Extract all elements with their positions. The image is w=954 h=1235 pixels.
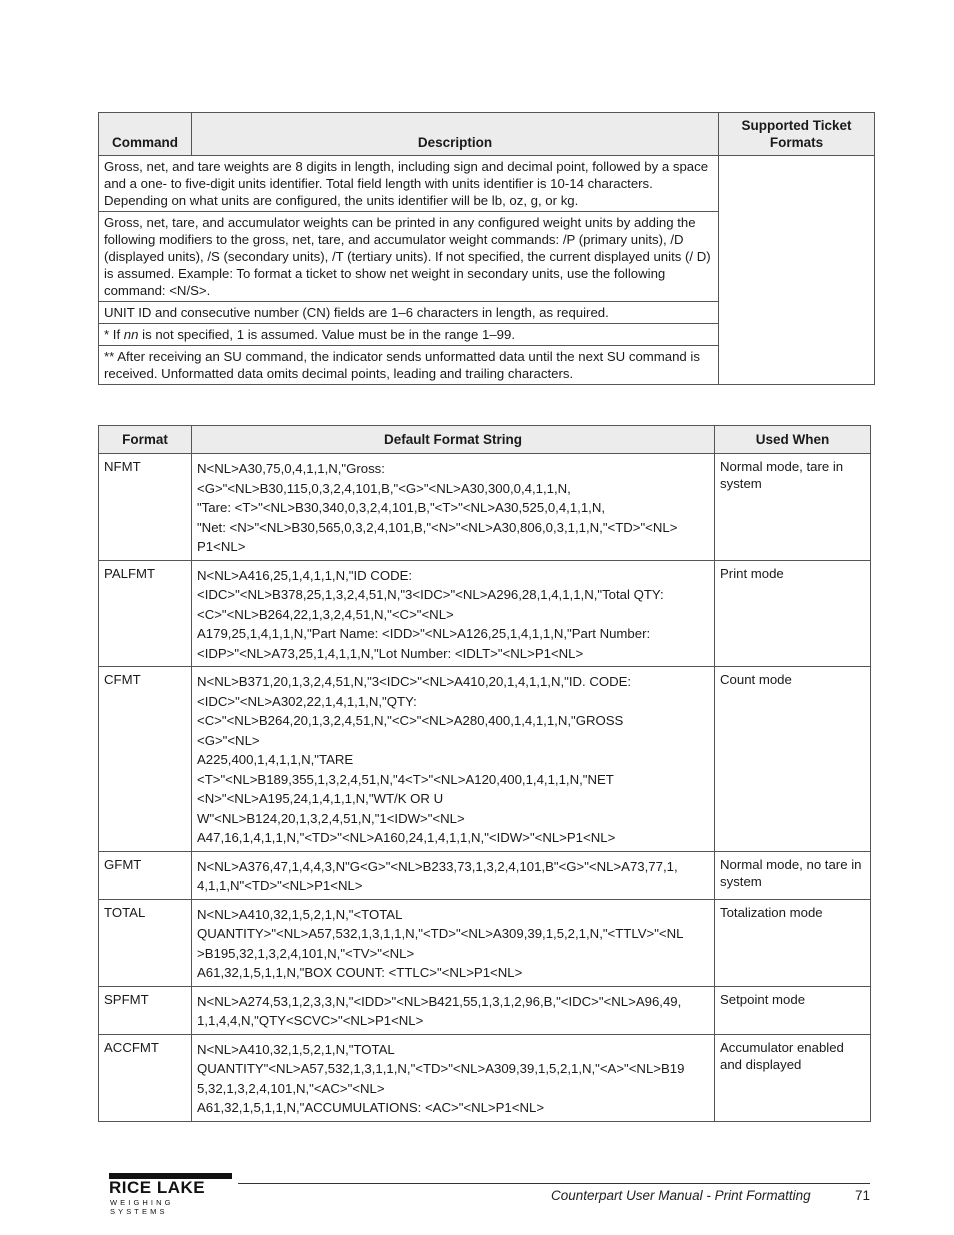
format-name: ACCFMT	[99, 1034, 192, 1121]
format-string-line: P1<NL>	[197, 539, 246, 554]
format-string-line: N<NL>A416,25,1,4,1,1,N,"ID CODE:	[197, 567, 413, 583]
table-row	[99, 667, 871, 852]
format-used-when: Normal mode, no tare in system	[715, 851, 871, 899]
format-string-line: N<NL>A30,75,0,4,1,1,N,"Gross:	[197, 461, 385, 476]
footer-divider	[238, 1183, 870, 1184]
header-format: Format	[99, 426, 192, 454]
formats-header-row	[99, 426, 871, 454]
header-supported-formats	[719, 113, 875, 156]
rice-lake-logo	[109, 1173, 235, 1216]
format-string-line: <N>"<NL>A195,24,1,4,1,1,N,"WT/K OR U	[197, 791, 444, 806]
format-string-line: N<NL>B371,20,1,3,2,4,51,N,"3<IDC>"<NL>A410,20,1,4,1,1,N,"ID. CODE:	[197, 674, 632, 689]
formats-body	[99, 454, 871, 1122]
format-string	[192, 1034, 715, 1121]
header-used-when: Used When	[715, 426, 871, 454]
format-used-when: Normal mode, tare in system	[715, 454, 871, 561]
format-string-line: 5,32,1,3,2,4,101,N,"<AC>"<NL>	[197, 1080, 385, 1096]
format-string-line: A47,16,1,4,1,1,N,"<TD>"<NL>A160,24,1,4,1,1,N,"<IDW>"<NL>P1<NL>	[197, 830, 616, 845]
format-name: TOTAL	[99, 899, 192, 986]
format-string-line: A179,25,1,4,1,1,N,"Part Name: <IDD>"<NL>A126,25,1,4,1,1,N,"Part Number:	[197, 626, 651, 641]
header-command: Command	[99, 113, 192, 156]
note-nn-prefix: * If	[104, 327, 124, 342]
format-string-line: <C>"<NL>B264,22,1,3,2,4,51,N,"<C>"<NL>	[197, 606, 454, 622]
format-string	[192, 851, 715, 899]
format-string-line: QUANTITY>"<NL>A57,532,1,3,1,1,N,"<TD>"<NL>A309,39,1,5,2,1,N,"<TTLV>"<NL	[197, 926, 684, 941]
format-string-line: N<NL>A274,53,1,2,3,3,N,"<IDD>"<NL>B421,55,1,3,1,2,96,B,"<IDC>"<NL>A96,49,	[197, 993, 682, 1009]
format-name: NFMT	[99, 454, 192, 561]
format-name: SPFMT	[99, 986, 192, 1034]
format-string-line: <IDC>"<NL>A302,22,1,4,1,1,N,"QTY:	[197, 693, 417, 709]
note-unit-id: UNIT ID and consecutive number (CN) fields are 1–6 characters in length, as required.	[99, 302, 719, 324]
format-string-line: N<NL>A410,32,1,5,2,1,N,"TOTAL	[197, 1041, 395, 1057]
format-string	[192, 560, 715, 667]
table-row	[99, 1034, 871, 1121]
format-used-when: Totalization mode	[715, 899, 871, 986]
format-used-when: Setpoint mode	[715, 986, 871, 1034]
page-footer	[0, 1170, 954, 1220]
format-string-line: <C>"<NL>B264,20,1,3,2,4,51,N,"<C>"<NL>A280,400,1,4,1,1,N,"GROSS	[197, 713, 624, 728]
format-string	[192, 899, 715, 986]
format-string-line: <IDC>"<NL>B378,25,1,3,2,4,51,N,"3<IDC>"<NL>A296,28,1,4,1,1,N,"Total QTY:	[197, 587, 664, 602]
table-row	[99, 851, 871, 899]
format-string-line: A61,32,1,5,1,1,N,"ACCUMULATIONS: <AC>"<NL>P1<NL>	[197, 1100, 545, 1115]
note-weight-length: Gross, net, and tare weights are 8 digits in length, including sign and decimal point, followed by a space and a one- to five-digit units identifier. Total field length with units identifier is 10-14 characters. Depending on what units are configured, the units identifier will be lb, oz, g, or kg.	[99, 156, 719, 212]
commands-header-row	[99, 113, 875, 156]
format-string	[192, 454, 715, 561]
page-number: 71	[855, 1188, 871, 1203]
note-nn-italic: nn	[123, 327, 139, 342]
note-nn	[99, 324, 719, 346]
format-string-line: QUANTITY"<NL>A57,532,1,3,1,1,N,"<TD>"<NL>A309,39,1,5,2,1,N,"<A>"<NL>B19	[197, 1061, 685, 1076]
table-row	[99, 454, 871, 561]
format-name: GFMT	[99, 851, 192, 899]
note-weight-units: Gross, net, tare, and accumulator weights can be printed in any configured weight units by adding the following modifiers to the gross, net, tare, and accumulator weight commands: /P (primary units), /D (displayed units), /S (secondary units), /T (tertiary units). If not specified, the current displayed units (/ D) is assumed. Example: To format a ticket to show net weight in secondary units, use the following command: <N/S>.	[99, 212, 719, 302]
format-string-line: <G>"<NL>B30,115,0,3,2,4,101,B,"<G>"<NL>A30,300,0,4,1,1,N,	[197, 480, 571, 496]
note-row	[99, 156, 875, 212]
format-string-line: W"<NL>B124,20,1,3,2,4,51,N,"1<IDW>"<NL>	[197, 810, 465, 826]
format-used-when: Accumulator enabled and displayed	[715, 1034, 871, 1121]
table-row	[99, 899, 871, 986]
format-string-line: N<NL>A376,47,1,4,4,3,N"G<G>"<NL>B233,73,1,3,2,4,101,B"<G>"<NL>A73,77,1,	[197, 858, 678, 874]
commands-table	[98, 112, 875, 385]
format-string	[192, 667, 715, 852]
format-name: CFMT	[99, 667, 192, 852]
supported-formats-empty-cell	[719, 156, 875, 385]
format-string	[192, 986, 715, 1034]
format-used-when: Print mode	[715, 560, 871, 667]
format-string-line: <G>"<NL>	[197, 732, 260, 748]
footer-title: Counterpart User Manual - Print Formatting	[551, 1188, 811, 1203]
format-name: PALFMT	[99, 560, 192, 667]
note-su: ** After receiving an SU command, the indicator sends unformatted data until the next SU command is received. Unformatted data omits decimal points, leading and trailing characters.	[99, 346, 719, 385]
format-string-line: "Net: <N>"<NL>B30,565,0,3,2,4,101,B,"<N>"<NL>A30,806,0,3,1,1,N,"<TD>"<NL>	[197, 519, 678, 535]
table-row	[99, 560, 871, 667]
header-default-format-string: Default Format String	[192, 426, 715, 454]
header-supported-formats-line1: Supported Ticket	[741, 118, 852, 133]
logo-main-text: RICE LAKE	[109, 1178, 206, 1197]
format-string-line: 4,1,1,N"<TD>"<NL>P1<NL>	[197, 878, 363, 893]
logo-sub-text: WEIGHING SYSTEMS	[110, 1198, 174, 1216]
format-string-line: 1,1,4,4,N,"QTY<SCVC>"<NL>P1<NL>	[197, 1013, 424, 1028]
header-description: Description	[192, 113, 719, 156]
header-supported-formats-line2: Formats	[769, 135, 824, 150]
format-string-line: A61,32,1,5,1,1,N,"BOX COUNT: <TTLC>"<NL>P1<NL>	[197, 965, 523, 980]
format-string-line: A225,400,1,4,1,1,N,"TARE	[197, 752, 354, 767]
formats-table	[98, 425, 871, 1122]
format-string-line: >B195,32,1,3,2,4,101,N,"<TV>"<NL>	[197, 945, 415, 961]
format-string-line: <T>"<NL>B189,355,1,3,2,4,51,N,"4<T>"<NL>A120,400,1,4,1,1,N,"NET	[197, 771, 614, 787]
format-string-line: "Tare: <T>"<NL>B30,340,0,3,2,4,101,B,"<T>"<NL>A30,525,0,4,1,1,N,	[197, 500, 606, 515]
format-string-line: N<NL>A410,32,1,5,2,1,N,"<TOTAL	[197, 906, 403, 922]
format-used-when: Count mode	[715, 667, 871, 852]
note-nn-suffix: is not specified, 1 is assumed. Value must be in the range 1–99.	[138, 327, 516, 342]
table-row	[99, 986, 871, 1034]
format-string-line: <IDP>"<NL>A73,25,1,4,1,1,N,"Lot Number: <IDLT>"<NL>P1<NL>	[197, 645, 584, 661]
